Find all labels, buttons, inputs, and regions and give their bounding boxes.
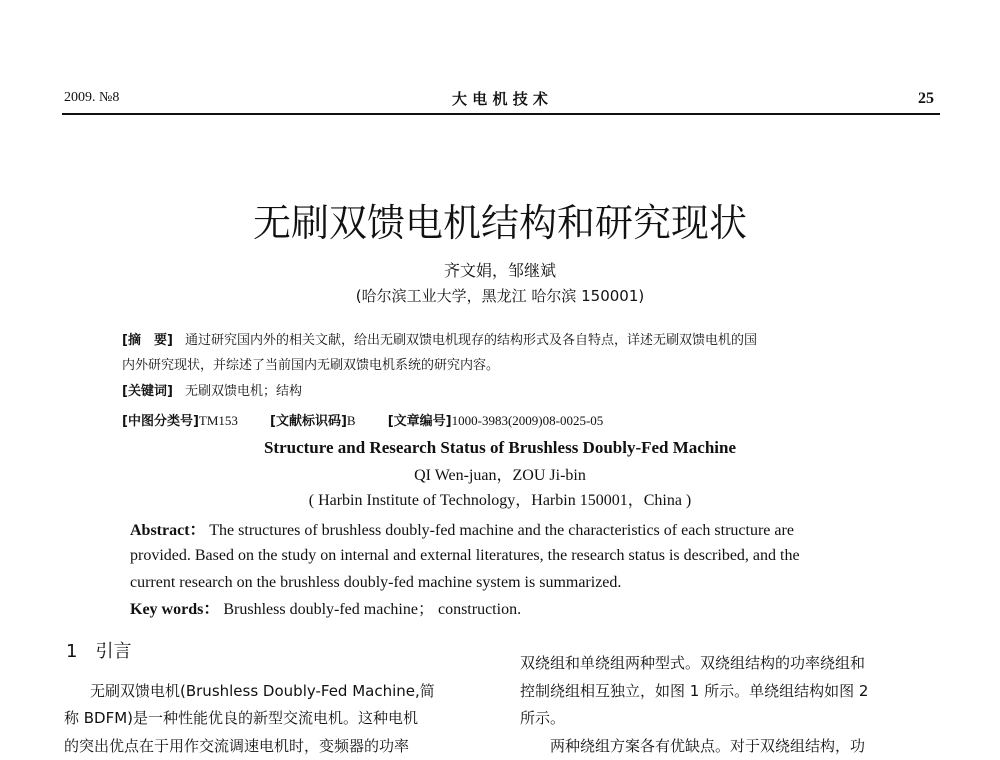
journal-name: 大 电 机 技 术 (452, 90, 548, 108)
english-affiliation: ( Harbin Institute of Technology，Harbin 150001，China ) (308, 492, 692, 509)
doc-value: B (346, 413, 356, 428)
abstract-cn (122, 329, 757, 348)
body-line: 所示。 (520, 709, 566, 727)
english-authors: QI Wen-juan，ZOU Ji-bin (414, 467, 586, 484)
body-line: 的突出优点在于用作交流调速电机时，变频器的功率 (64, 737, 410, 755)
clc-value: TM153 (198, 413, 238, 428)
art-label: [文章编号] (387, 414, 452, 429)
abstract-line: 通过研究国内外的相关文献，给出无刷双馈电机现存的结构形式及各自特点，详述无刷双馈电机的国 (185, 333, 758, 348)
abstract-line: current research on the brushless doubly-fed machine system is summarized. (130, 574, 622, 591)
keywords-en-label: Key words： (130, 601, 220, 618)
section-title: 引言 (95, 641, 132, 662)
issue-number: 2009. №8 (64, 90, 120, 105)
affiliation: (哈尔滨工业大学，黑龙江 哈尔滨 150001) (355, 287, 645, 305)
body-line: 无刷双馈电机(Brushless Doubly-Fed Machine,简 (90, 682, 435, 700)
abstract-line: 内外研究现状，并综述了当前国内无刷双馈电机系统的研究内容。 (122, 358, 500, 373)
body-line: 称 BDFM)是一种性能优良的新型交流电机。这种电机 (64, 709, 419, 727)
paper-title: 无刷双馈电机结构和研究现状 (252, 201, 747, 245)
keywords-cn (122, 380, 302, 399)
english-title: Structure and Research Status of Brushless Doubly-Fed Machine (263, 438, 737, 457)
body-line: 两种绕组方案各有优缺点。对于双绕组结构，功 (550, 737, 866, 755)
authors: 齐文娟，邹继斌 (443, 261, 556, 280)
english-keywords (130, 596, 521, 619)
section-heading (66, 637, 131, 663)
body-line: 控制绕组相互独立，如图 1 所示。单绕组结构如图 2 (520, 682, 869, 700)
doc-label: [文献标识码] (270, 414, 347, 429)
keywords-text: 无刷双馈电机；结构 (185, 384, 303, 399)
body-line: 双绕组和单绕组两种型式。双绕组结构的功率绕组和 (520, 654, 866, 672)
header-rule (62, 113, 940, 115)
keywords-label: [关键词] (122, 384, 173, 399)
section-number: 1 (66, 641, 78, 662)
abstract-line: provided. Based on the study on internal and external literatures, the research status is described, and the (130, 547, 800, 564)
abstract-label: [摘 要] (122, 333, 173, 348)
clc-label: [中图分类号] (122, 414, 199, 429)
page-number: 25 (918, 90, 934, 107)
english-abstract (130, 517, 794, 540)
keywords-en-text: Brushless doubly-fed machine； construction. (223, 601, 522, 618)
abstract-en-label: Abstract： (130, 522, 206, 539)
abstract-line: The structures of brushless doubly-fed machine and the characteristics of each structure are (209, 522, 794, 539)
classification (122, 410, 603, 429)
art-value: 1000-3983(2009)08-0025-05 (451, 413, 604, 428)
